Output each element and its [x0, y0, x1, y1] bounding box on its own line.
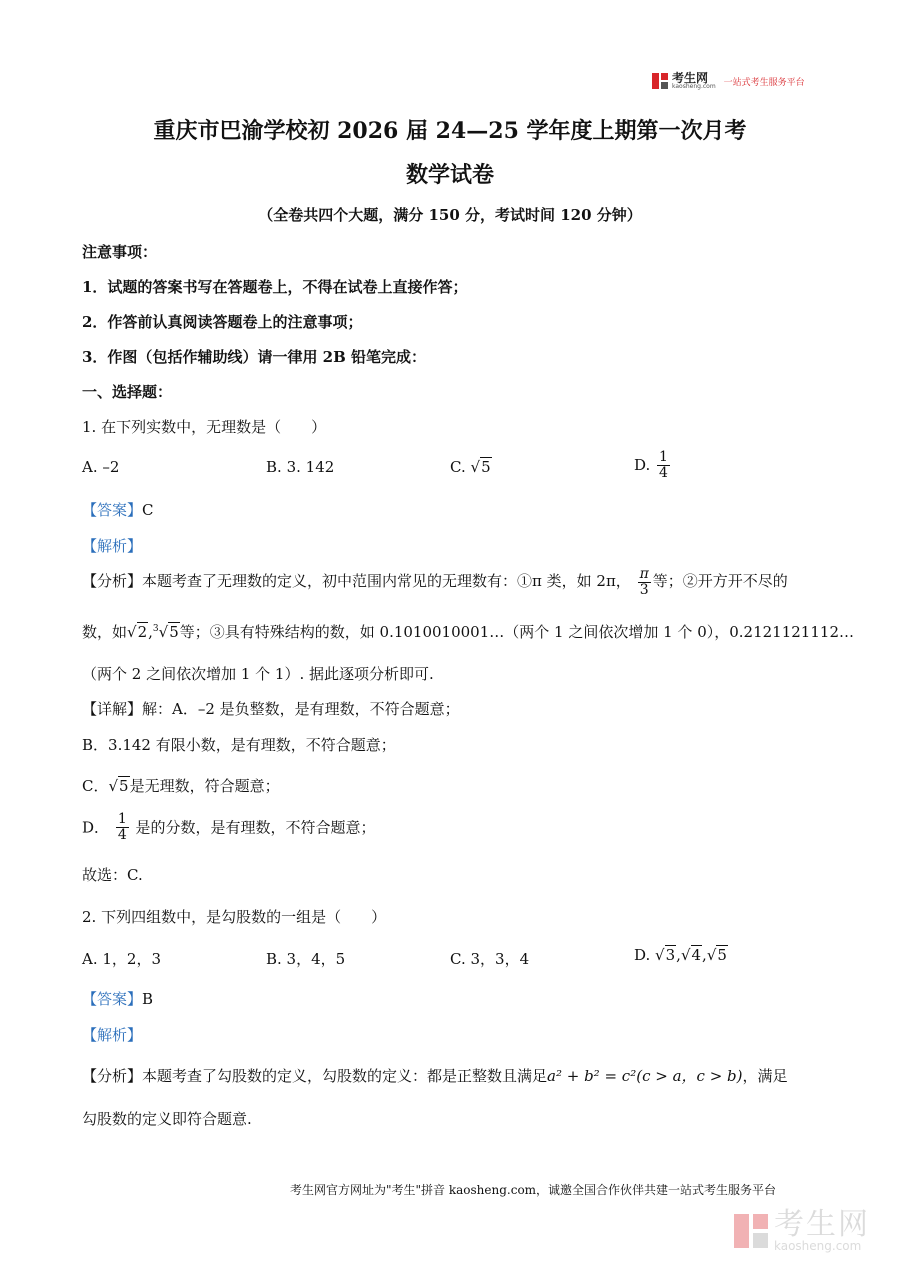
q1-analysis-line-1: 【分析】本题考查了无理数的定义，初中范围内常见的无理数有：①π 类，如 2π， $\frac{\pi}{3}$ 等；②开方开不尽的 [82, 566, 788, 598]
watermark-name: 考生网 [774, 1207, 870, 1242]
q2-option-c[interactable]: C. 3，3，4 [450, 950, 530, 968]
q2-option-a[interactable]: A. 1，2，3 [82, 950, 161, 968]
kaosheng-watermark-icon [734, 1214, 768, 1248]
q1-conclusion: 故选：C. [82, 866, 143, 884]
exam-title: 重庆市巴渝学校初 2026 届 24—25 学年度上期第一次月考 [153, 118, 747, 144]
q1-option-c[interactable]: C. √5 [450, 458, 491, 476]
q2-analysis-line-1: 【分析】本题考查了勾股数的定义，勾股数的定义：都是正整数且满足a² + b² = c²(c > a，c > b)，满足 [82, 1067, 788, 1085]
fraction: $\frac{1}{4}$ [117, 811, 127, 843]
sqrt-symbol: √5 [470, 458, 491, 476]
q1-analysis-tag: 【解析】 [82, 537, 143, 555]
q2-option-d[interactable]: D. √3,√4,√5 [634, 946, 727, 964]
q1-detail-line-3: C．√5是无理数，符合题意； [82, 777, 280, 795]
q2-analysis-tag: 【解析】 [82, 1026, 143, 1044]
q1-answer: 【答案】C [82, 501, 154, 519]
q1-option-b[interactable]: B. 3. 142 [266, 458, 335, 476]
q2-option-b[interactable]: B. 3，4，5 [266, 950, 346, 968]
brand-domain: kaosheng.com [672, 83, 716, 90]
q1-option-a[interactable]: A. –2 [82, 458, 120, 476]
q1-analysis-line-2: 数，如√2,$^3$√5等；③具有特殊结构的数，如 0.1010010001…（两个 1 之间依次增加 1 个 0），0.2121121112… [82, 623, 854, 641]
note-item-3: 3．作图（包括作辅助线）请一律用 2B 铅笔完成： [82, 348, 426, 366]
q2-answer: 【答案】B [82, 990, 154, 1008]
q1-stem: 1. 在下列实数中，无理数是（ ） [82, 418, 327, 436]
footer-text: 考生网官方网址为"考生"拼音 kaosheng.com，诚邀全国合作伙伴共建一站式考生服务平台 [290, 1183, 777, 1197]
watermark [734, 1207, 870, 1253]
q2-analysis-line-2: 勾股数的定义即符合题意. [82, 1110, 252, 1128]
kaosheng-logo-icon [652, 73, 668, 89]
q1-detail-line-1: 【详解】解：A．–2 是负整数，是有理数，不符合题意； [82, 700, 460, 718]
section-heading: 一、选择题： [82, 383, 173, 401]
brand-logo [652, 72, 805, 90]
note-item-1: 1．试题的答案书写在答题卷上，不得在试卷上直接作答； [82, 278, 468, 296]
exam-subtitle: 数学试卷 [405, 162, 494, 188]
brand-slogan: 一站式考生服务平台 [723, 77, 805, 88]
q2-stem: 2. 下列四组数中，是勾股数的一组是（ ） [82, 908, 387, 926]
formula: a² + b² = c² [547, 1067, 637, 1085]
q1-analysis-line-3: （两个 2 之间依次增加 1 个 1）. 据此逐项分析即可. [82, 665, 434, 683]
note-item-2: 2．作答前认真阅读答题卷上的注意事项； [82, 313, 363, 331]
watermark-domain: kaosheng.com [774, 1239, 862, 1253]
answer-tag: 【答案】 [82, 501, 143, 519]
q1-detail-line-4: D． $\frac{1}{4}$ 是的分数，是有理数，不符合题意； [82, 811, 376, 843]
answer-tag: 【答案】 [82, 990, 143, 1008]
fraction: $\frac{1}{4}$ [659, 449, 668, 481]
q1-detail-line-2: B．3.142 有限小数，是有理数，不符合题意； [82, 736, 396, 754]
q1-option-d[interactable]: D. $\frac{1}{4}$ [634, 449, 668, 481]
brand-name: 考生网 [672, 71, 709, 85]
exam-info: （全卷共四个大题，满分 150 分，考试时间 120 分钟） [258, 206, 642, 224]
fraction-pi-over-3: $\frac{\pi}{3}$ [639, 566, 649, 598]
notes-heading: 注意事项： [82, 243, 158, 261]
